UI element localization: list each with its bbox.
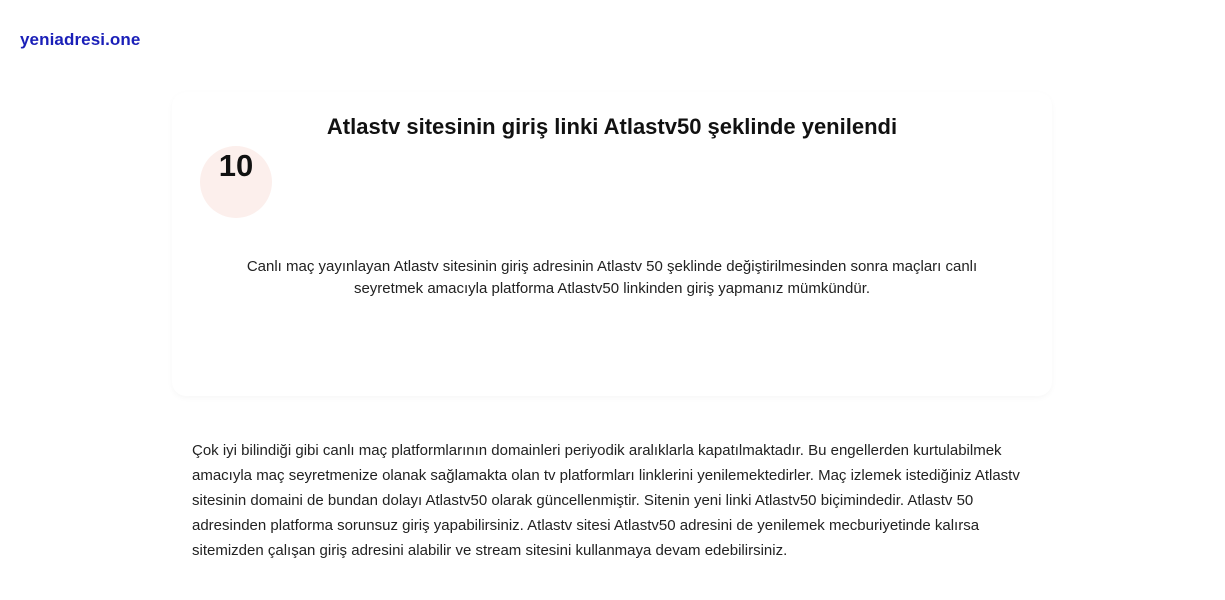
score-badge: [200, 146, 272, 218]
article-body: Çok iyi bilindiği gibi canlı maç platformlarının domainleri periyodik aralıklarla kapatılmaktadır. Bu engellerden kurtulabilmek amacıyla maç seyretmenize olanak sağlamakta olan tv platformları linklerini yenilemektedirler. Maç izlemek istediğiniz Atlastv sitesinin domaini de bundan dolayı Atlastv50 olarak güncellenmiştir. Sitenin yeni linki Atlastv50 biçimindedir. Atlastv 50 adresinden platforma sorunsuz giriş yapabilirsiniz. Atlastv sitesi Atlastv50 adresini de yenilemek mecburiyetinde kalırsa sitemizden çalışan giriş adresini alabilir ve stream sitesini kullanmaya devam edebilirsiniz.: [192, 442, 1020, 559]
page-title: Atlastv sitesinin giriş linki Atlastv50 şeklinde yenilendi: [326, 114, 898, 139]
hero-card: [172, 92, 1052, 396]
site-logo-link[interactable]: yeniadresi.one: [20, 30, 141, 49]
hero-description: Canlı maç yayınlayan Atlastv sitesinin giriş adresinin Atlastv 50 şeklinde değiştirilmesinden sonra maçları canlı seyretmek amacıyla platforma Atlastv50 linkinden giriş yapmanız mümkündür.: [246, 258, 978, 297]
score-number: 10: [218, 148, 254, 183]
